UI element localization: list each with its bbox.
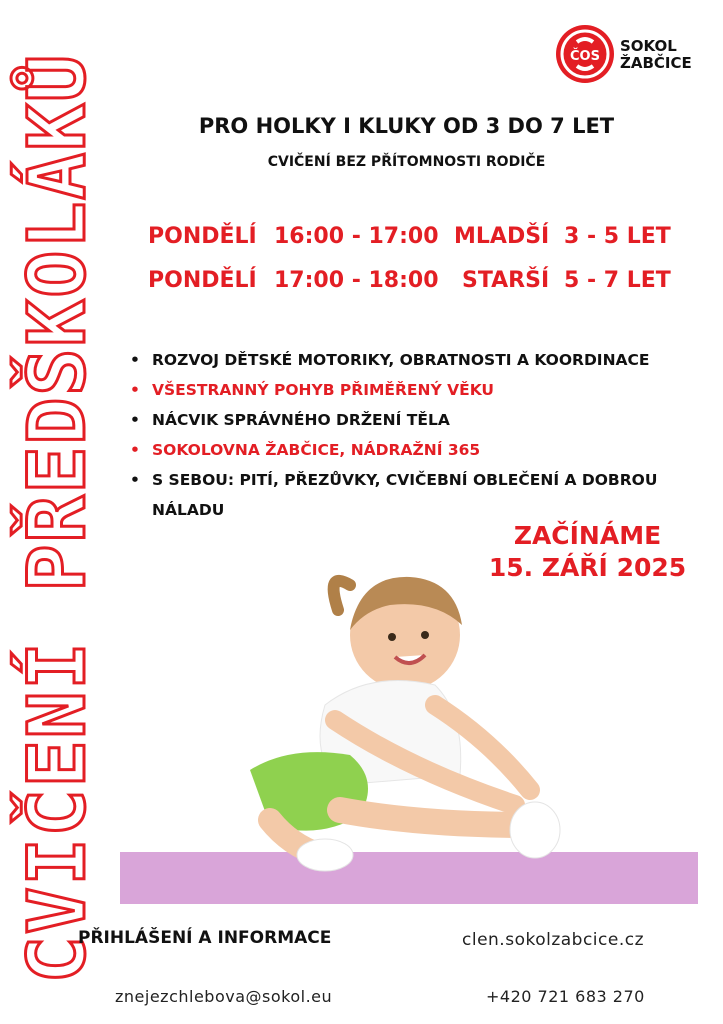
registration-label: PŘIHLÁŠENÍ A INFORMACE — [78, 928, 332, 948]
schedule-row-2 — [148, 268, 671, 293]
vertical-title: CVIČENÍ PŘEDŠKOLÁKŮ — [13, 52, 103, 984]
schedule-age: 5 - 7 LET — [564, 268, 671, 293]
list-item: • NÁCVIK SPRÁVNÉHO DRŽENÍ TĚLA — [130, 405, 705, 435]
schedule-time: 17:00 - 18:00 — [274, 268, 439, 293]
subtitle: PRO HOLKY I KLUKY OD 3 DO 7 LET — [198, 114, 615, 138]
phone-number[interactable]: +420 721 683 270 — [486, 987, 645, 1006]
feature-list — [130, 345, 705, 525]
logo-line-2: ŽABČICE — [620, 54, 692, 72]
note: CVIČENÍ BEZ PŘÍTOMNOSTI RODIČE — [267, 154, 546, 170]
logo-text — [620, 38, 692, 72]
child-stretching-photo — [230, 555, 610, 900]
list-item: • SOKOLOVNA ŽABČICE, NÁDRAŽNÍ 365 — [130, 435, 705, 465]
logo-monogram: ČOS — [570, 49, 600, 64]
logo-line-1: SOKOL — [620, 37, 677, 55]
list-item: • ROZVOJ DĚTSKÉ MOTORIKY, OBRATNOSTI A KOORDINACE — [130, 345, 705, 375]
list-item: • S SEBOU: PITÍ, PŘEZŮVKY, CVIČEBNÍ OBLEČENÍ A DOBROU NÁLADU — [130, 465, 705, 525]
schedule-time: 16:00 - 17:00 — [274, 224, 439, 249]
schedule-day: PONDĚLÍ — [148, 224, 257, 249]
sokol-logo — [555, 24, 615, 84]
start-line-2: 15. ZÁŘÍ 2025 — [488, 553, 687, 582]
schedule-row-1 — [148, 224, 671, 249]
website-link[interactable]: clen.sokolzabcice.cz — [462, 930, 645, 950]
schedule-group: MLADŠÍ — [454, 224, 550, 249]
schedule-day: PONDĚLÍ — [148, 268, 257, 293]
schedule-group: STARŠÍ — [462, 268, 550, 293]
schedule-age: 3 - 5 LET — [564, 224, 671, 249]
email-link[interactable]: znejezchlebova@sokol.eu — [115, 987, 333, 1006]
vertical-title-wrap — [8, 52, 108, 984]
start-line-1: ZAČÍNÁME — [513, 521, 662, 550]
list-item: • VŠESTRANNÝ POHYB PŘIMĚŘENÝ VĚKU — [130, 375, 705, 405]
